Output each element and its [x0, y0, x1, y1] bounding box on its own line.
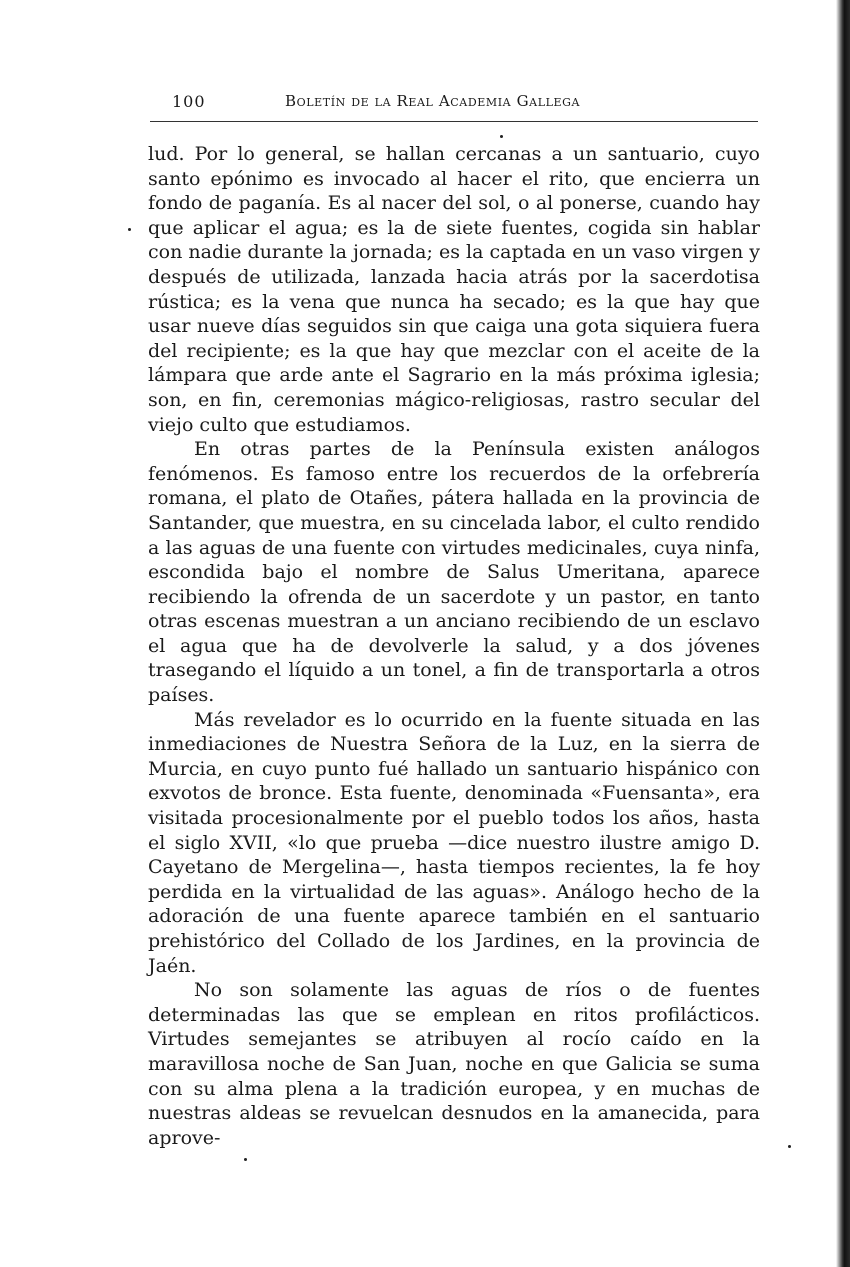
paragraph-4: No son solamente las aguas de ríos o de fuentes determinadas las que se emplean en ritos profilácticos. Virtudes semejantes se atribuyen al rocío caído en la maravillosa noche de San Juan, noche en que Galicia se suma con su alma plena a la tradición europea, y en muchas de nuestras aldeas se revuelcan desnudos en la amanecida, para aprove- — [148, 979, 760, 1149]
running-header — [170, 92, 758, 116]
print-speck — [788, 1145, 791, 1148]
running-title: Boletín de la Real Academia Gallega — [285, 92, 581, 110]
print-speck — [244, 1158, 247, 1161]
body-text — [148, 142, 760, 1150]
paragraph-2: En otras partes de la Península existen análogos fenómenos. Es famoso entre los recuerdos de la orfebrería romana, el plato de Otañes, pátera hallada en la provincia de Santander, que muestra, en su cincelada labor, el culto rendido a las aguas de una fuente con virtudes medicinales, cuya ninfa, escondida bajo el nombre de Salus Umeritana, aparece recibiendo la ofrenda de un sacerdote y un pastor, en tanto otras escenas muestran a un anciano recibiendo de un esclavo el agua que ha de devolverle la salud, y a dos jóvenes trasegando el líquido a un tonel, a fin de transportarla a otros países. — [148, 438, 760, 707]
print-speck — [500, 135, 503, 138]
page-edge-shadow — [836, 0, 850, 1267]
print-speck — [128, 228, 131, 231]
page-number: 100 — [172, 92, 206, 111]
header-rule — [150, 121, 758, 122]
paragraph-1: lud. Por lo general, se hallan cercanas a un santuario, cuyo santo epónimo es invocado al hacer el rito, que encierra un fondo de paganía. Es al nacer del sol, o al ponerse, cuando hay que aplicar el agua; es la de siete fuentes, cogida sin hablar con nadie durante la jornada; es la captada en un vaso virgen y después de utilizada, lanzada hacia atrás por la sacerdotisa rústica; es la vena que nunca ha secado; es la que hay que usar nueve días seguidos sin que caiga una gota siquiera fuera del recipiente; es la que hay que mezclar con el aceite de la lámpara que arde ante el Sagrario en la más próxima iglesia; son, en fin, ceremonias mágico-religiosas, rastro secular del viejo culto que estudiamos. — [148, 143, 760, 436]
paragraph-3: Más revelador es lo ocurrido en la fuente situada en las inmediaciones de Nuestra Señora de la Luz, en la sierra de Murcia, en cuyo punto fué hallado un santuario hispánico con exvotos de bronce. Esta fuente, denominada «Fuensanta», era visitada procesionalmente por el pueblo todos los años, hasta el siglo XVII, «lo que prueba —dice nuestro ilustre amigo D. Cayetano de Mergelina—, hasta tiempos recientes, la fe hoy perdida en la virtualidad de las aguas». Análogo hecho de la adoración de una fuente aparece también en el santuario prehistórico del Collado de los Jardines, en la provincia de Jaén. — [148, 708, 760, 977]
